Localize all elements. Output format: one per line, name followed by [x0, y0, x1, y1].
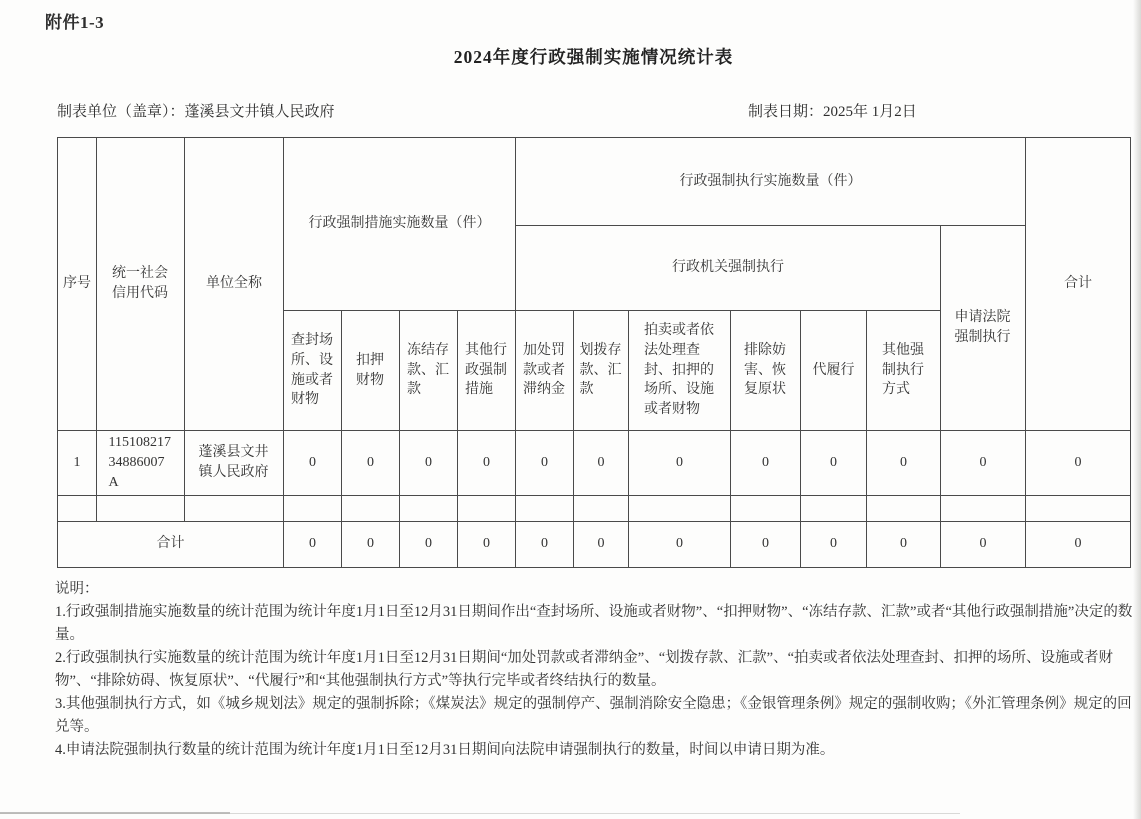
- col-header-grand-total: 合计: [1026, 138, 1131, 431]
- scan-artifact-line: [0, 813, 960, 814]
- total-value: 0: [342, 521, 400, 567]
- note-item: 1.行政强制措施实施数量的统计范围为统计年度1月1日至12月31日期间作出“查封场所、设施或者财物”、“扣押财物”、“冻结存款、汇款”或者“其他行政强制措施”决定的数量。: [55, 604, 1133, 643]
- col-header-transfer-deposits: 划拨存款、汇款: [574, 311, 629, 431]
- total-value: 0: [801, 521, 867, 567]
- col-header-freeze-deposits: 冻结存款、汇款: [400, 311, 458, 431]
- total-value: 0: [867, 521, 941, 567]
- cell-value: 0: [458, 431, 516, 496]
- empty-cell: [574, 495, 629, 521]
- cell-value: 0: [629, 431, 731, 496]
- total-row: [58, 521, 1131, 567]
- col-header-additional-fines: 加处罚款或者滞纳金: [516, 311, 574, 431]
- col-header-credit-code: 统一社会信用代码: [97, 138, 185, 431]
- col-header-seize-property: 扣押财物: [342, 311, 400, 431]
- total-value: 0: [400, 521, 458, 567]
- empty-cell: [1026, 495, 1131, 521]
- empty-cell: [342, 495, 400, 521]
- group-header-measures: 行政强制措施实施数量（件）: [284, 138, 516, 311]
- cell-value: 0: [801, 431, 867, 496]
- col-header-seal-property: 查封场所、设施或者财物: [284, 311, 342, 431]
- col-header-unit-name: 单位全称: [185, 138, 284, 431]
- attachment-label: 附件1-3: [45, 13, 105, 32]
- empty-cell: [400, 495, 458, 521]
- notes-label: 说明：: [55, 581, 99, 597]
- row-unit-name: 蓬溪县文井镇人民政府: [185, 431, 284, 496]
- scan-edge-right: [1133, 0, 1141, 819]
- cell-value: 0: [342, 431, 400, 496]
- cell-value: 0: [284, 431, 342, 496]
- cell-value: 0: [574, 431, 629, 496]
- total-value: 0: [458, 521, 516, 567]
- report-date-label: 制表日期：2025年 1月2日: [748, 104, 917, 120]
- empty-cell: [516, 495, 574, 521]
- total-value: 0: [516, 521, 574, 567]
- group-header-admin-execution: 行政机关强制执行: [516, 226, 941, 311]
- cell-value: 0: [516, 431, 574, 496]
- total-value: 0: [1026, 521, 1131, 567]
- total-value: 0: [731, 521, 801, 567]
- col-header-performance-by-proxy: 代履行: [801, 311, 867, 431]
- note-item: 4.申请法院强制执行数量的统计范围为统计年度1月1日至12月31日期间向法院申请强制执行的数量，时间以申请日期为准。: [55, 742, 835, 758]
- empty-cell: [284, 495, 342, 521]
- row-seq: 1: [58, 431, 97, 496]
- note-item: 2.行政强制执行实施数量的统计范围为统计年度1月1日至12月31日期间“加处罚款或者滞纳金”、“划拨存款、汇款”、“拍卖或者依法处理查封、扣押的场所、设施或者财物”、“排除妨碍、恢复原状”、“代履行”和“其他强制执行方式”等执行完毕或者终结执行的数量。: [55, 650, 1114, 689]
- total-label: 合计: [58, 521, 284, 567]
- col-header-seq: 序号: [58, 138, 97, 431]
- col-header-remove-obstruction: 排除妨害、恢复原状: [731, 311, 801, 431]
- empty-cell: [867, 495, 941, 521]
- cell-value: 0: [867, 431, 941, 496]
- table-row: [58, 431, 1131, 496]
- empty-cell: [801, 495, 867, 521]
- empty-row: [58, 495, 1131, 521]
- cell-value: 0: [941, 431, 1026, 496]
- col-header-other-measures: 其他行政强制措施: [458, 311, 516, 431]
- empty-cell: [185, 495, 284, 521]
- note-item: 3.其他强制执行方式，如《城乡规划法》规定的强制拆除；《煤炭法》规定的强制停产、强制消除安全隐患；《金银管理条例》规定的强制收购；《外汇管理条例》规定的回兑等。: [55, 696, 1132, 735]
- col-header-other-execution: 其他强制执行方式: [867, 311, 941, 431]
- total-value: 0: [284, 521, 342, 567]
- total-value: 0: [574, 521, 629, 567]
- empty-cell: [941, 495, 1026, 521]
- page-title: 2024年度行政强制实施情况统计表: [453, 47, 734, 67]
- empty-cell: [97, 495, 185, 521]
- notes-section: [55, 578, 1141, 762]
- row-credit-code: 11510821734886007A: [97, 431, 185, 496]
- total-value: 0: [629, 521, 731, 567]
- cell-value: 0: [1026, 431, 1131, 496]
- group-header-execution: 行政强制执行实施数量（件）: [516, 138, 1026, 226]
- prepared-by-label: 制表单位（盖章）：蓬溪县文井镇人民政府: [57, 104, 335, 120]
- cell-value: 0: [731, 431, 801, 496]
- empty-cell: [58, 495, 97, 521]
- cell-value: 0: [400, 431, 458, 496]
- statistics-table: [57, 137, 1131, 568]
- col-header-auction-property: 拍卖或者依法处理查封、扣押的场所、设施或者财物: [629, 311, 731, 431]
- empty-cell: [731, 495, 801, 521]
- empty-cell: [458, 495, 516, 521]
- total-value: 0: [941, 521, 1026, 567]
- empty-cell: [629, 495, 731, 521]
- col-header-court-execution: 申请法院强制执行: [941, 226, 1026, 431]
